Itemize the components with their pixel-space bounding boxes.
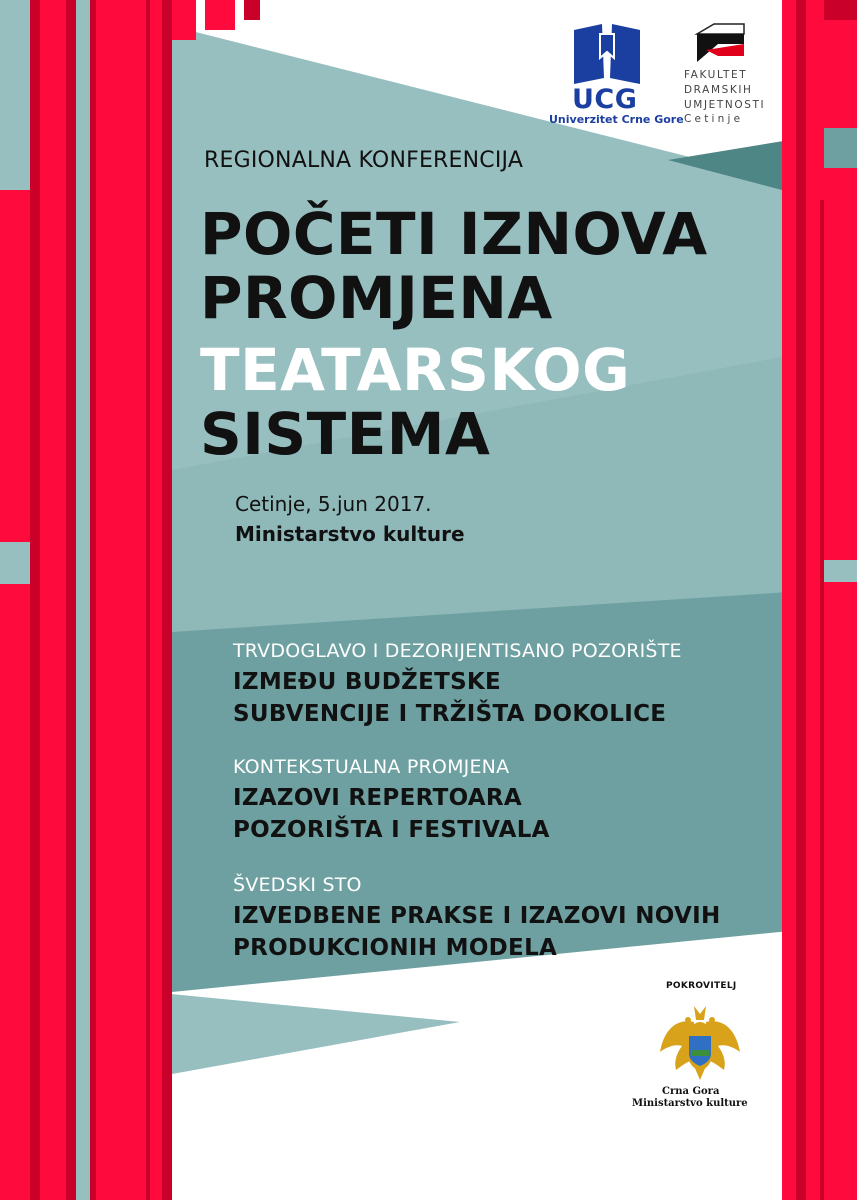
title-line-highlight: TEATARSKOG [200,336,631,404]
section-topic-line: IZMEĐU BUDŽETSKE [233,669,502,695]
event-venue: Ministarstvo kulture [235,522,465,546]
patron-label: POKROVITELJ [666,981,737,991]
faculty-logo-line: FAKULTET [684,69,748,81]
ucg-book-icon [574,24,640,84]
title-line: POČETI IZNOVA [200,200,708,268]
ucg-logo-text: UCG [572,84,638,115]
section-topic-line: POZORIŠTA I FESTIVALA [233,817,550,843]
section-topic-line: IZAZOVI REPERTOARA [233,785,523,811]
faculty-logo-line: Cetinje [684,113,744,125]
teal-strip-bottom [150,992,460,1078]
section-label: KONTEKSTUALNA PROMJENA [233,756,510,778]
faculty-logo-line: DRAMSKIH [684,84,753,96]
event-date-place: Cetinje, 5.jun 2017. [235,492,432,516]
section-topic [233,900,721,964]
title-line: SISTEMA [200,400,491,468]
montenegro-coat-of-arms-icon [660,1006,740,1080]
faculty-logo-line: UMJETNOSTI [684,99,766,111]
faculty-logo-icon [697,24,744,62]
conference-subtitle: REGIONALNA KONFERENCIJA [204,148,524,173]
section-topic [233,782,550,846]
patron-country: Crna Gora [662,1086,720,1097]
ucg-logo-name: Univerzitet Crne Gore [549,113,684,126]
section-topic-line: PRODUKCIONIH MODELA [233,935,558,961]
section-label: ŠVEDSKI STO [233,874,362,896]
section-label: TRVDOGLAVO I DEZORIJENTISANO POZORIŠTE [233,640,682,662]
section-topic-line: IZVEDBENE PRAKSE I IZAZOVI NOVIH [233,903,721,929]
patron-ministry: Ministarstvo kulture [632,1098,748,1109]
title-line: PROMJENA [200,264,553,332]
section-topic-line: SUBVENCIJE I TRŽIŠTA DOKOLICE [233,701,667,727]
section-topic [233,666,666,730]
